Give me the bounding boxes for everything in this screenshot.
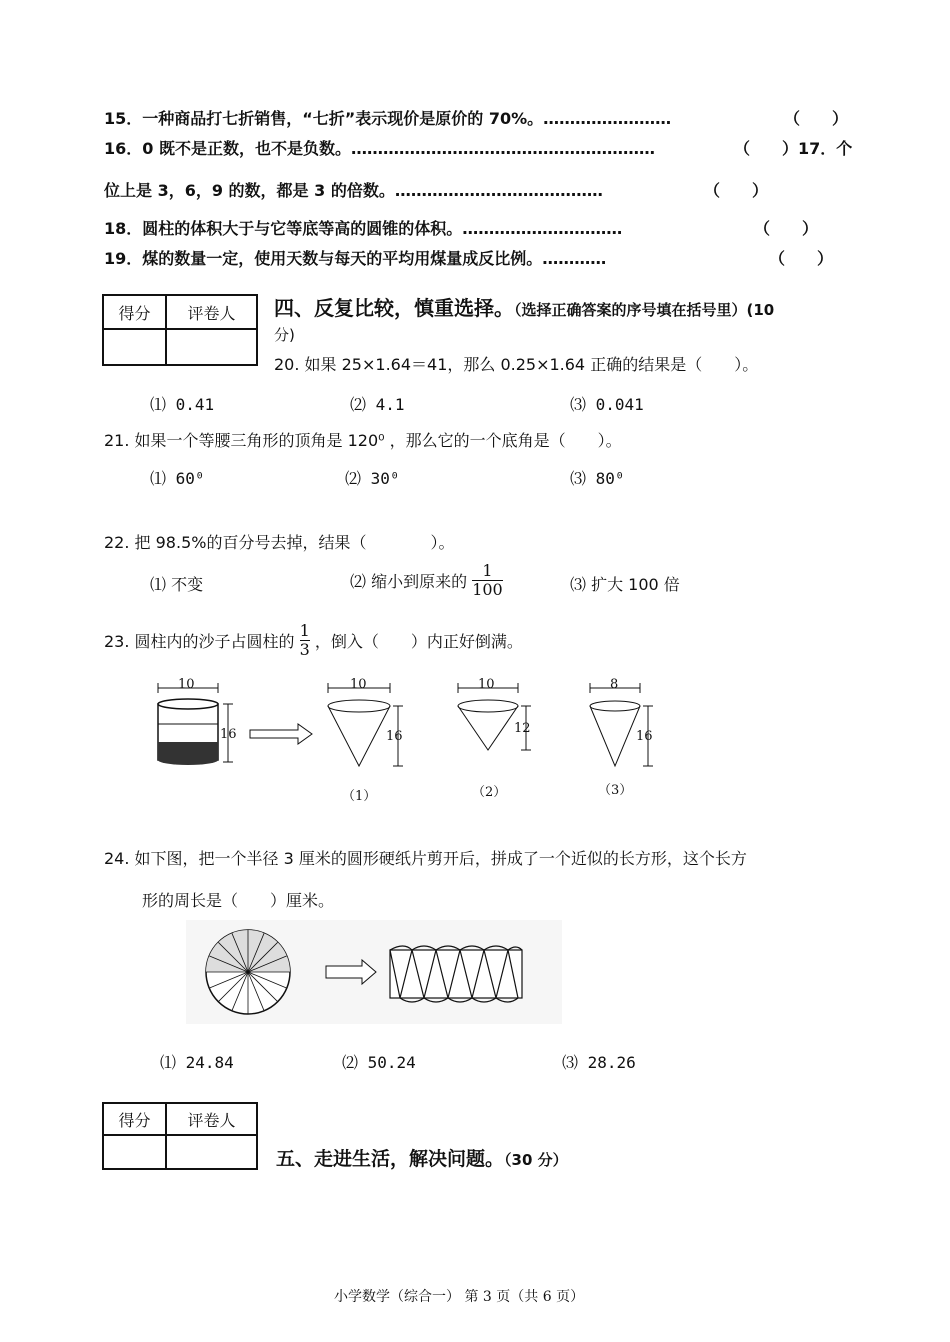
question-20-text: 20. 如果 25×1.64＝41，那么 0.25×1.64 正确的结果是（ ）。 xyxy=(274,355,759,374)
cone-option-3[interactable] xyxy=(590,677,653,798)
score-box-section5 xyxy=(102,1102,258,1170)
section4-heading xyxy=(274,292,774,321)
score-cell[interactable] xyxy=(103,329,166,365)
cone-option-2[interactable] xyxy=(458,677,531,800)
q24-option-1[interactable]: ⑴ 24.84 xyxy=(160,1053,234,1072)
cone1-width-label: 10 xyxy=(350,677,367,692)
question-16-answer-paren[interactable]: （ ）17．个 xyxy=(734,139,853,158)
question-24-text-cont: 形的周长是（ ）厘米。 xyxy=(142,891,335,910)
score-label: 得分 xyxy=(103,1103,166,1135)
q23-fraction xyxy=(300,622,310,659)
question-18-text: 18．圆柱的体积大于与它等底等高的圆锥的体积。………………………… xyxy=(104,219,623,238)
question-16-text: 16．0 既不是正数，也不是负数。………………………………………………… xyxy=(104,139,655,158)
question-23-text-b: ，倒入（ ）内正好倒满。 xyxy=(314,632,523,651)
q20-option-3[interactable]: ⑶ 0.041 xyxy=(570,395,644,414)
grader-label: 评卷人 xyxy=(166,295,257,329)
q23-fraction-den: 3 xyxy=(299,640,310,659)
q22-option-2-label: ⑵ 缩小到原来的 xyxy=(350,572,468,591)
q20-option-1[interactable]: ⑴ 0.41 xyxy=(150,395,215,414)
question-16 xyxy=(104,136,853,159)
cone1-label: （1） xyxy=(342,789,377,804)
cone-option-1[interactable] xyxy=(328,677,403,804)
cone3-width-label: 8 xyxy=(610,677,619,692)
arrow-icon xyxy=(250,724,312,744)
circle-diagram xyxy=(206,930,290,1014)
q24-option-3[interactable]: ⑶ 28.26 xyxy=(562,1053,636,1072)
cylinder-height-label: 16 xyxy=(220,727,237,742)
q24-figure xyxy=(186,920,562,1024)
cone2-label: （2） xyxy=(472,785,507,800)
q20-option-2[interactable]: ⑵ 4.1 xyxy=(350,395,405,414)
question-15-answer-paren[interactable]: （ ） xyxy=(784,109,849,128)
question-19 xyxy=(104,246,834,269)
section4-title: 四、反复比较，慎重选择。 xyxy=(274,296,514,320)
q22-fraction xyxy=(472,562,503,599)
q21-option-1[interactable]: ⑴ 60⁰ xyxy=(150,469,205,488)
cone2-width-label: 10 xyxy=(478,677,495,692)
section5-heading xyxy=(276,1144,568,1171)
grader-label: 评卷人 xyxy=(166,1103,257,1135)
question-17 xyxy=(104,178,769,201)
question-21-text: 21. 如果一个等腰三角形的顶角是 120⁰ ，那么它的一个底角是（ ）。 xyxy=(104,431,622,450)
grader-cell[interactable] xyxy=(166,1135,257,1169)
q22-option-3[interactable]: ⑶ 扩大 100 倍 xyxy=(570,575,680,594)
question-23 xyxy=(104,622,523,659)
question-18-answer-paren[interactable]: （ ） xyxy=(754,219,819,238)
question-15-text: 15．一种商品打七折销售，“七折”表示现价是原价的 70%。…………………… xyxy=(104,109,672,128)
q22-fraction-den: 100 xyxy=(472,580,503,599)
score-label: 得分 xyxy=(103,295,166,329)
section5-title: 五、走进生活，解决问题。 xyxy=(276,1148,505,1170)
question-18 xyxy=(104,216,819,239)
section4-note: （选择正确答案的序号填在括号里）(10 xyxy=(514,301,775,319)
cylinder-diagram xyxy=(158,677,237,765)
question-15 xyxy=(104,106,849,129)
section4-note-cont: 分) xyxy=(274,326,295,344)
section5-note: （30 分） xyxy=(504,1151,568,1169)
question-17-text: 位上是 3，6，9 的数，都是 3 的倍数。………………………………… xyxy=(104,181,603,200)
q21-option-3[interactable]: ⑶ 80⁰ xyxy=(570,469,625,488)
grader-cell[interactable] xyxy=(166,329,257,365)
score-cell[interactable] xyxy=(103,1135,166,1169)
score-box-section4 xyxy=(102,294,258,366)
question-17-answer-paren[interactable]: （ ） xyxy=(704,181,769,200)
q22-fraction-num: 1 xyxy=(482,561,493,580)
cone1-height-label: 16 xyxy=(386,729,403,744)
cone2-height-label: 12 xyxy=(514,721,531,736)
q23-fraction-num: 1 xyxy=(299,621,310,640)
question-23-text-a: 23. 圆柱内的沙子占圆柱的 xyxy=(104,632,295,651)
q24-option-2[interactable]: ⑵ 50.24 xyxy=(342,1053,416,1072)
rectangle-diagram xyxy=(390,946,522,1002)
question-19-text: 19．煤的数量一定，使用天数与每天的平均用煤量成反比例。………… xyxy=(104,249,607,268)
cylinder-width-label: 10 xyxy=(178,677,195,692)
q22-option-2[interactable] xyxy=(350,562,503,599)
question-24-text: 24. 如下图，把一个半径 3 厘米的圆形硬纸片剪开后，拼成了一个近似的长方形，这个长方 xyxy=(104,849,747,868)
q23-figure xyxy=(150,676,670,806)
page-footer: 小学数学（综合一） 第 3 页（共 6 页） xyxy=(334,1289,585,1305)
question-19-answer-paren[interactable]: （ ） xyxy=(769,249,834,268)
cone3-height-label: 16 xyxy=(636,729,653,744)
q21-option-2[interactable]: ⑵ 30⁰ xyxy=(345,469,400,488)
question-22-text: 22. 把 98.5%的百分号去掉，结果（ ）。 xyxy=(104,533,455,552)
q22-option-1[interactable]: ⑴ 不变 xyxy=(150,575,204,594)
cone3-label: （3） xyxy=(598,783,633,798)
